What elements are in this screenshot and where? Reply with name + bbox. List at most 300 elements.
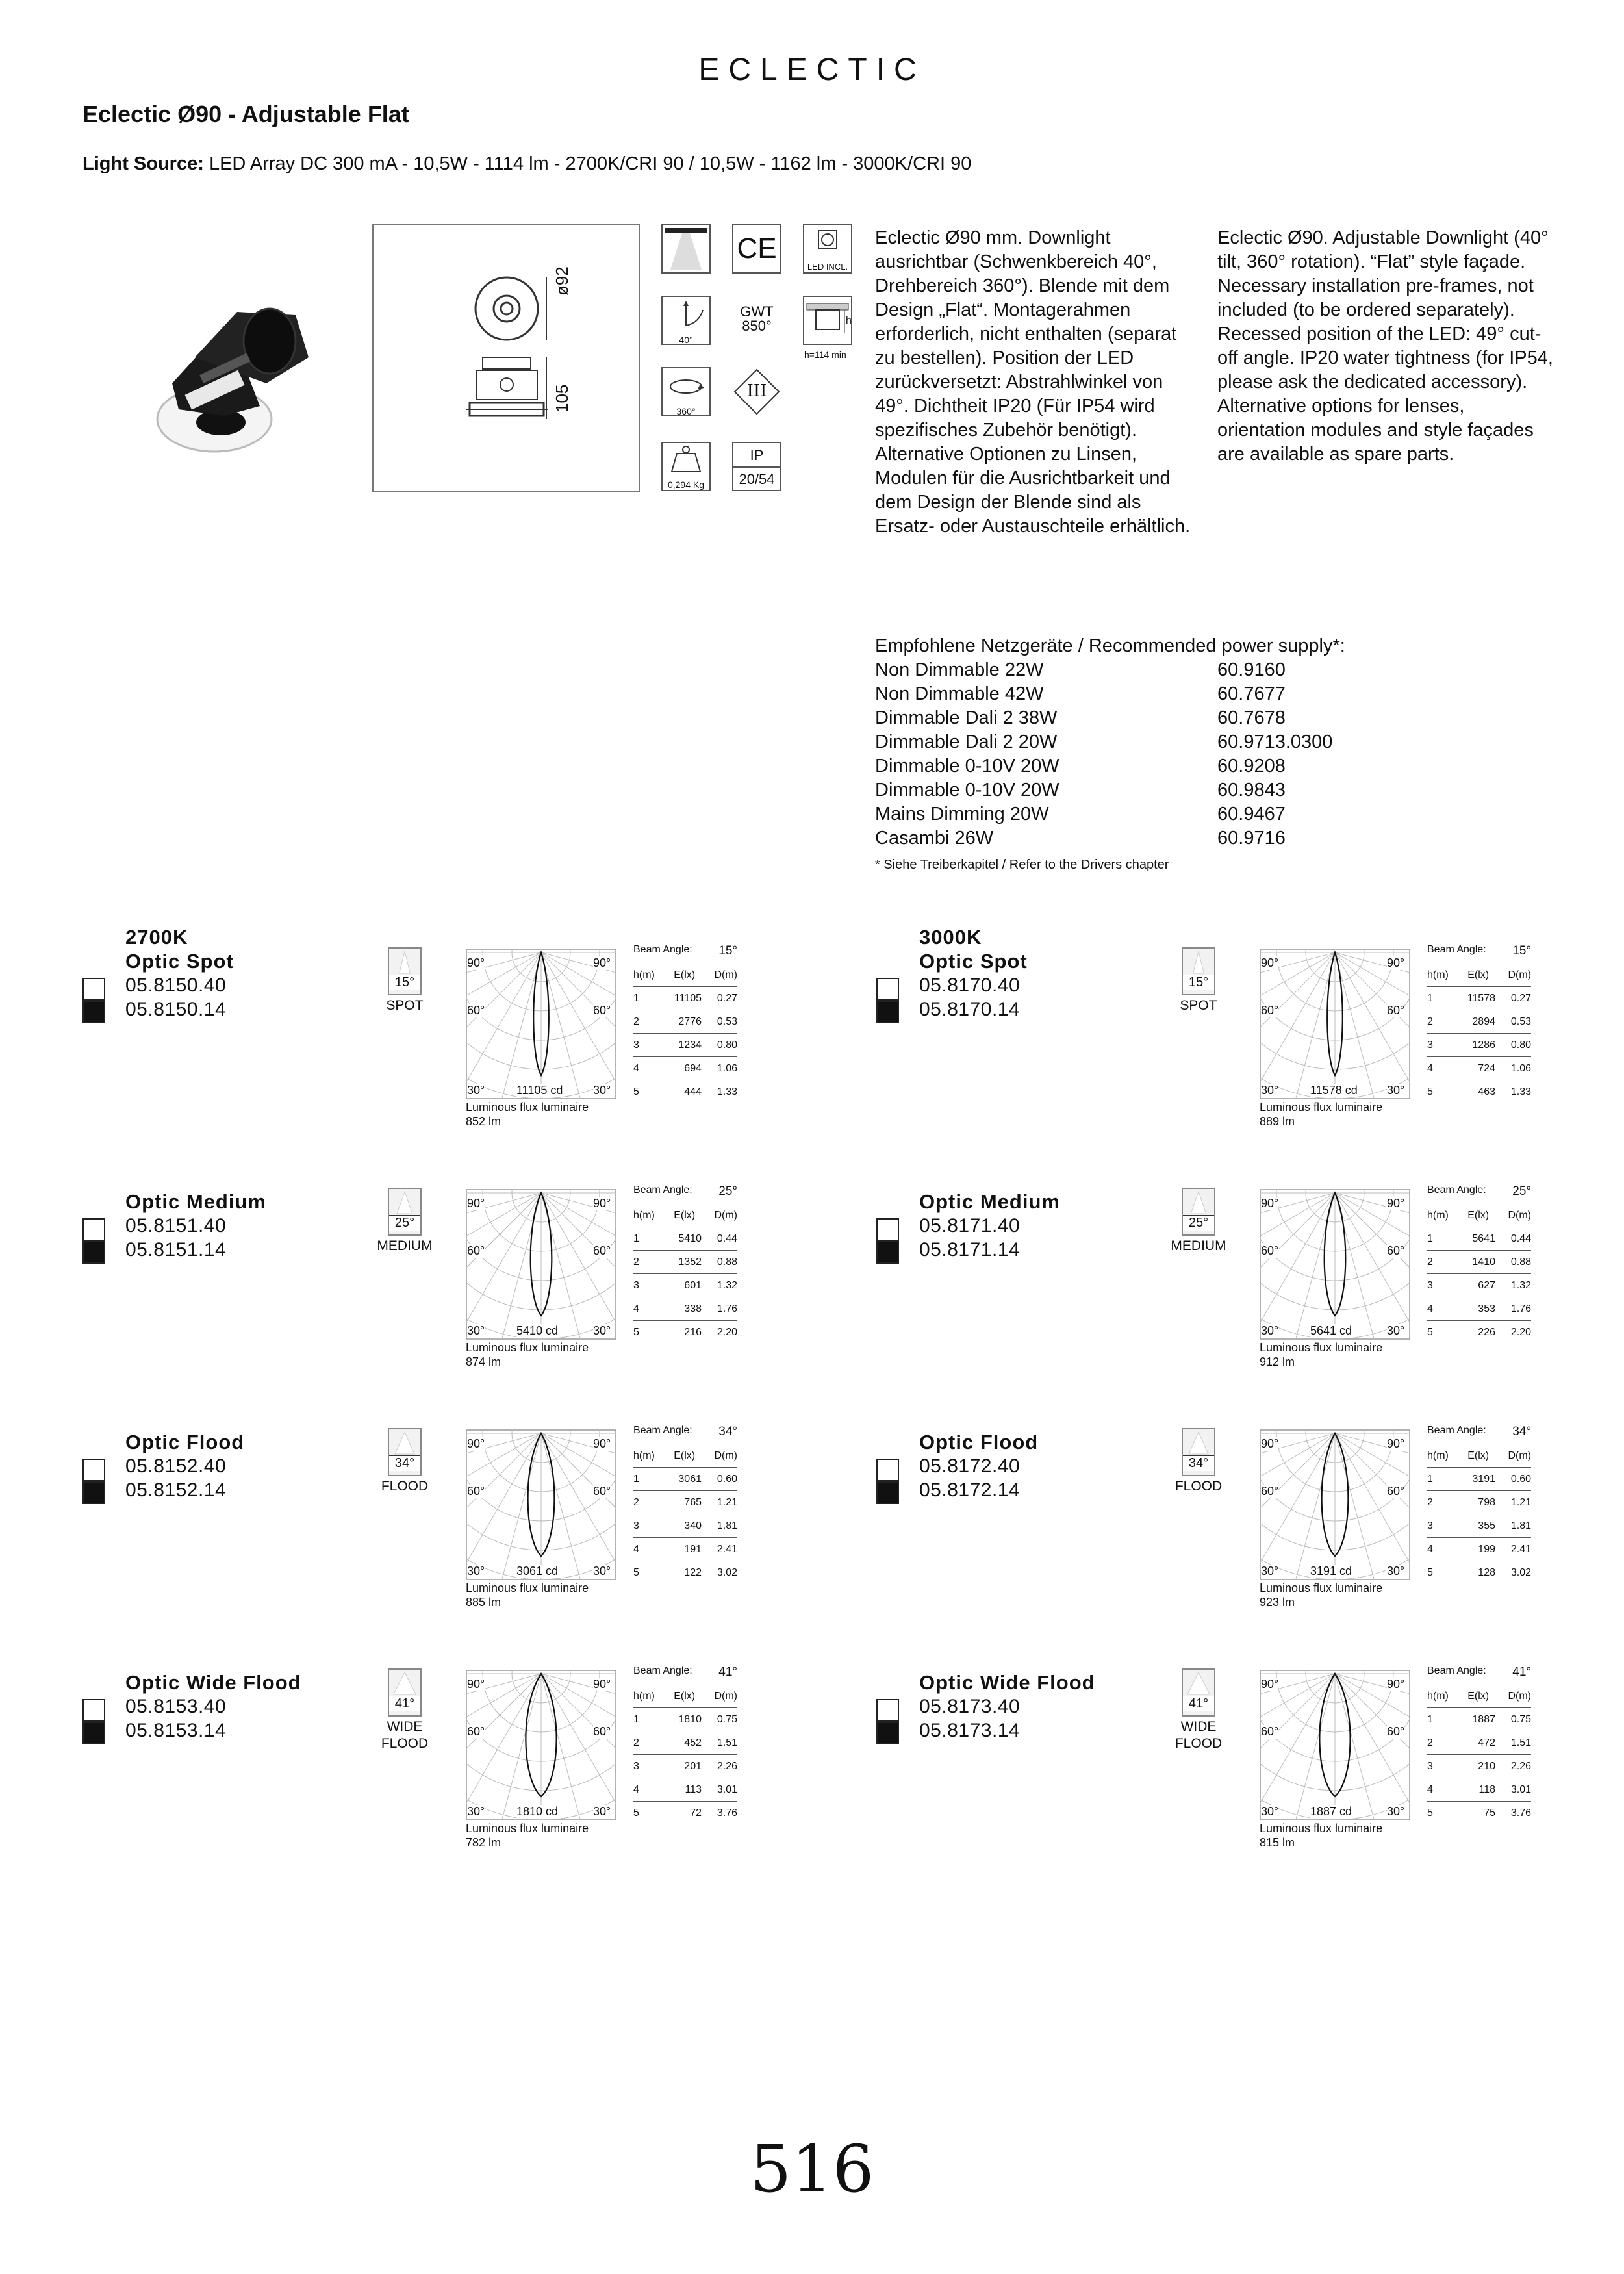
table-header-row bbox=[1427, 1204, 1531, 1227]
col-e-header: E(lx) bbox=[674, 1690, 696, 1702]
polar-label-30-right: 30° bbox=[593, 1565, 611, 1578]
table-header-row bbox=[1427, 964, 1531, 987]
cell-e: 601 bbox=[684, 1279, 702, 1291]
product-code-black: 05.8173.14 bbox=[919, 1720, 1021, 1741]
power-supply-name: Non Dimmable 22W bbox=[875, 659, 1044, 680]
beam-angle-label: Beam Angle: bbox=[1427, 944, 1486, 955]
col-e-header: E(lx) bbox=[1467, 969, 1490, 980]
power-supply-name: Dimmable 0-10V 20W bbox=[875, 756, 1059, 776]
col-e-header: E(lx) bbox=[1467, 1450, 1490, 1461]
power-supply-name: Casambi 26W bbox=[875, 828, 994, 849]
cell-h: 3 bbox=[1427, 1760, 1433, 1772]
col-d-header: D(m) bbox=[1508, 1690, 1531, 1702]
beam-angle-row bbox=[1427, 1184, 1531, 1204]
polar-label-60-left: 60° bbox=[467, 1004, 485, 1017]
beam-angle-icon bbox=[1182, 1188, 1215, 1236]
cell-h: 4 bbox=[633, 1783, 639, 1795]
cell-d: 2.41 bbox=[1510, 1543, 1531, 1555]
finish-black-swatch bbox=[82, 1241, 105, 1264]
polar-label-30-left: 30° bbox=[1261, 1324, 1279, 1337]
beam-cone-shape bbox=[397, 1192, 412, 1214]
power-supply-code: 60.9160 bbox=[1217, 659, 1286, 680]
cell-e: 1286 bbox=[1472, 1039, 1495, 1051]
product-photo bbox=[146, 286, 328, 455]
polar-diagram bbox=[1260, 949, 1410, 1099]
illuminance-table bbox=[1427, 1665, 1531, 1824]
gwt-value: 850° bbox=[742, 318, 772, 334]
beam-cone-shape bbox=[395, 1432, 414, 1454]
cell-d: 2.20 bbox=[717, 1326, 737, 1338]
table-row bbox=[1427, 1708, 1531, 1731]
cell-d: 0.75 bbox=[717, 1713, 737, 1725]
beam-angle-label: Beam Angle: bbox=[1427, 1184, 1486, 1195]
power-supply-code: 60.9843 bbox=[1217, 780, 1286, 800]
cell-h: 4 bbox=[633, 1303, 639, 1314]
cell-d: 1.21 bbox=[1510, 1496, 1531, 1508]
polar-label-60-right: 60° bbox=[1387, 1004, 1405, 1017]
cell-h: 4 bbox=[1427, 1543, 1433, 1555]
cell-e: 191 bbox=[684, 1543, 702, 1555]
polar-label-90-left: 90° bbox=[467, 1678, 485, 1691]
finish-white-swatch bbox=[876, 1699, 899, 1722]
col-e-header: E(lx) bbox=[1467, 1690, 1490, 1702]
polar-label-30-left: 30° bbox=[1261, 1084, 1279, 1097]
beam-type-label: SPOT bbox=[1180, 998, 1217, 1013]
cell-h: 2 bbox=[633, 1496, 639, 1508]
polar-label-90-right: 90° bbox=[593, 1197, 611, 1210]
cell-d: 1.06 bbox=[717, 1062, 737, 1074]
dimension-diameter: ø92 bbox=[552, 266, 572, 296]
color-temperature-heading: 3000K bbox=[919, 926, 982, 949]
cell-e: 627 bbox=[1478, 1279, 1495, 1291]
cell-e: 353 bbox=[1478, 1303, 1495, 1314]
cell-e: 472 bbox=[1478, 1737, 1495, 1748]
table-header-row bbox=[1427, 1685, 1531, 1708]
polar-diagram bbox=[1260, 1670, 1410, 1820]
col-h-header: h(m) bbox=[1427, 1209, 1449, 1221]
luminous-flux-value: 885 lm bbox=[466, 1596, 501, 1609]
polar-label-90-right: 90° bbox=[1387, 1197, 1405, 1210]
cell-e: 355 bbox=[1478, 1520, 1495, 1531]
description-german: Eclectic Ø90 mm. Downlight ausrichtbar (Schwenkbereich 40°, Drehbereich 360°). Blende mit dem Design „Flat“. Montagerahmen erforderlich, nicht enthalten (separat zu bestellen). Position der LED zurückversetzt: Abstrahlwinkel von 49°. Dichtheit IP20 (Für IP54 wird spezifisches Zubehör benötigt). Alternative Optionen zu Linsen, Modulen für die Ausrichtbarkeit und dem Design der Blende sind als Ersatz- oder Austauschteile erhältlich. bbox=[875, 227, 1191, 537]
cell-e: 463 bbox=[1478, 1086, 1495, 1097]
class-three-label: III bbox=[746, 381, 767, 401]
beam-angle-value: 25° bbox=[1512, 1184, 1531, 1198]
polar-candela: 3191 cd bbox=[1310, 1565, 1352, 1578]
polar-candela: 3061 cd bbox=[516, 1565, 559, 1578]
product-code-white: 05.8152.40 bbox=[125, 1455, 227, 1477]
polar-label-90-left: 90° bbox=[467, 956, 485, 969]
optic-name: Optic Spot bbox=[125, 950, 234, 973]
table-row bbox=[633, 1731, 737, 1755]
polar-candela: 5641 cd bbox=[1310, 1324, 1352, 1337]
beam-cone-icon bbox=[1183, 1670, 1214, 1696]
cell-h: 5 bbox=[633, 1566, 639, 1578]
beam-angle-icon bbox=[388, 1188, 422, 1236]
led-included-icon bbox=[803, 224, 852, 274]
polar-label-90-left: 90° bbox=[467, 1197, 485, 1210]
product-code-white: 05.8170.40 bbox=[919, 975, 1021, 996]
finish-white-swatch bbox=[876, 1218, 899, 1241]
polar-diagram bbox=[466, 1429, 616, 1580]
table-row bbox=[1427, 1321, 1531, 1344]
beam-angle-icon bbox=[1182, 1668, 1215, 1717]
cell-d: 0.44 bbox=[717, 1233, 737, 1244]
table-row bbox=[1427, 1297, 1531, 1321]
cell-h: 2 bbox=[1427, 1016, 1433, 1027]
cell-e: 694 bbox=[684, 1062, 702, 1074]
cell-h: 5 bbox=[633, 1807, 639, 1819]
optic-name: Optic Wide Flood bbox=[919, 1671, 1095, 1694]
polar-label-60-right: 60° bbox=[593, 1725, 611, 1738]
illuminance-table bbox=[633, 944, 737, 1103]
gwt-label: GWT bbox=[740, 303, 774, 320]
luminous-flux-label: Luminous flux luminaire bbox=[466, 1581, 589, 1594]
cell-e: 122 bbox=[684, 1566, 702, 1578]
product-code-white: 05.8172.40 bbox=[919, 1455, 1021, 1477]
polar-label-90-right: 90° bbox=[593, 1678, 611, 1691]
col-h-header: h(m) bbox=[633, 1209, 655, 1221]
col-d-header: D(m) bbox=[714, 1209, 737, 1221]
optic-name: Optic Flood bbox=[919, 1431, 1039, 1453]
cell-h: 5 bbox=[1427, 1566, 1433, 1578]
optic-name: Optic Medium bbox=[919, 1190, 1060, 1213]
cell-d: 1.06 bbox=[1510, 1062, 1531, 1074]
polar-label-30-right: 30° bbox=[593, 1084, 611, 1097]
table-row bbox=[633, 1708, 737, 1731]
cell-d: 0.88 bbox=[717, 1256, 737, 1268]
luminous-flux-label: Luminous flux luminaire bbox=[1260, 1822, 1383, 1835]
ip-label: IP bbox=[733, 443, 780, 468]
ip-value: 20/54 bbox=[739, 471, 775, 487]
finish-black-swatch bbox=[876, 1481, 899, 1504]
power-supply-heading: Empfohlene Netzgeräte / Recommended power supply*: bbox=[875, 635, 1345, 656]
polar-label-30-left: 30° bbox=[467, 1084, 485, 1097]
luminous-flux-value: 912 lm bbox=[1260, 1355, 1295, 1368]
table-header-row bbox=[633, 1685, 737, 1708]
cell-h: 3 bbox=[633, 1039, 639, 1051]
cell-e: 340 bbox=[684, 1520, 702, 1531]
finish-white-swatch bbox=[82, 1699, 105, 1722]
cell-d: 0.88 bbox=[1510, 1256, 1531, 1268]
weight-icon bbox=[661, 442, 711, 491]
cell-d: 3.76 bbox=[1510, 1807, 1531, 1819]
cell-d: 2.26 bbox=[1510, 1760, 1531, 1772]
cell-d: 2.20 bbox=[1510, 1326, 1531, 1338]
table-row bbox=[1427, 1080, 1531, 1103]
beam-angle-label: Beam Angle: bbox=[633, 1184, 692, 1195]
product-code-black: 05.8150.14 bbox=[125, 999, 227, 1020]
cell-d: 3.02 bbox=[717, 1566, 737, 1578]
power-supply-name: Non Dimmable 42W bbox=[875, 683, 1044, 704]
beam-icon-angle: 15° bbox=[389, 975, 420, 990]
cell-d: 0.75 bbox=[1510, 1713, 1531, 1725]
table-header-row bbox=[1427, 1444, 1531, 1468]
beam-cone-shape bbox=[1193, 951, 1204, 973]
polar-label-60-right: 60° bbox=[1387, 1485, 1405, 1498]
beam-angle-icon bbox=[1182, 947, 1215, 995]
luminous-flux-value: 852 lm bbox=[466, 1115, 501, 1128]
ip-rating-icon bbox=[732, 442, 781, 491]
beam-angle-row bbox=[1427, 1665, 1531, 1685]
cell-d: 1.32 bbox=[1510, 1279, 1531, 1291]
beam-cone-icon bbox=[389, 1429, 420, 1455]
beam-type-label: WIDE FLOOD bbox=[381, 1719, 429, 1751]
cell-d: 1.81 bbox=[1510, 1520, 1531, 1531]
product-code-white: 05.8153.40 bbox=[125, 1696, 227, 1717]
cell-d: 1.32 bbox=[717, 1279, 737, 1291]
light-source-label: Light Source: bbox=[82, 153, 204, 174]
col-h-header: h(m) bbox=[1427, 1690, 1449, 1702]
luminous-flux-value: 874 lm bbox=[466, 1355, 501, 1368]
cell-h: 4 bbox=[633, 1543, 639, 1555]
polar-label-30-left: 30° bbox=[467, 1565, 485, 1578]
beam-cone-icon bbox=[1183, 1189, 1214, 1215]
ce-mark-icon: CE bbox=[732, 224, 781, 274]
polar-label-90-left: 90° bbox=[1261, 956, 1279, 969]
cell-d: 1.51 bbox=[1510, 1737, 1531, 1748]
weight-label: 0,294 Kg bbox=[667, 479, 705, 490]
beam-type-label: MEDIUM bbox=[1171, 1238, 1226, 1253]
cell-e: 444 bbox=[684, 1086, 702, 1097]
polar-label-60-right: 60° bbox=[1387, 1725, 1405, 1738]
illuminance-table bbox=[1427, 1425, 1531, 1584]
beam-icon-angle: 25° bbox=[1183, 1215, 1214, 1231]
cell-h: 5 bbox=[633, 1326, 639, 1338]
polar-label-60-left: 60° bbox=[1261, 1244, 1279, 1257]
page-number: 516 bbox=[750, 2131, 874, 2207]
table-row bbox=[1427, 1561, 1531, 1584]
table-row bbox=[633, 987, 737, 1010]
cell-h: 2 bbox=[633, 1737, 639, 1748]
tilt-angle-icon bbox=[661, 296, 711, 345]
cell-e: 1887 bbox=[1472, 1713, 1495, 1725]
polar-candela: 1887 cd bbox=[1310, 1805, 1352, 1818]
luminous-flux-label: Luminous flux luminaire bbox=[1260, 1581, 1383, 1594]
polar-label-60-right: 60° bbox=[593, 1244, 611, 1257]
cell-d: 3.01 bbox=[717, 1783, 737, 1795]
table-row bbox=[1427, 1468, 1531, 1491]
col-h-header: h(m) bbox=[1427, 969, 1449, 980]
table-row bbox=[633, 1514, 737, 1538]
polar-label-60-right: 60° bbox=[593, 1004, 611, 1017]
col-d-header: D(m) bbox=[714, 1690, 737, 1702]
table-row bbox=[1427, 1010, 1531, 1034]
table-row bbox=[1427, 1731, 1531, 1755]
table-row bbox=[633, 1755, 737, 1778]
beam-type-label: MEDIUM bbox=[377, 1238, 433, 1253]
beam-angle-value: 15° bbox=[718, 944, 737, 958]
beam-cone-shape bbox=[400, 951, 411, 973]
cell-d: 1.81 bbox=[717, 1520, 737, 1531]
installation-h-min: h=114 min bbox=[804, 350, 846, 360]
product-title: Eclectic Ø90 - Adjustable Flat bbox=[82, 101, 409, 127]
product-code-black: 05.8152.14 bbox=[125, 1479, 227, 1501]
product-code-white: 05.8151.40 bbox=[125, 1215, 227, 1236]
light-source-line bbox=[82, 153, 971, 175]
col-e-header: E(lx) bbox=[674, 969, 696, 980]
table-row bbox=[1427, 1755, 1531, 1778]
cell-e: 765 bbox=[684, 1496, 702, 1508]
finish-black-swatch bbox=[876, 1722, 899, 1744]
table-row bbox=[633, 1010, 737, 1034]
col-d-header: D(m) bbox=[1508, 969, 1531, 980]
beam-cone-shape bbox=[1187, 1672, 1210, 1694]
table-row bbox=[1427, 1778, 1531, 1802]
cell-h: 1 bbox=[633, 992, 639, 1004]
cell-h: 1 bbox=[1427, 1233, 1433, 1244]
cell-d: 1.33 bbox=[1510, 1086, 1531, 1097]
table-header-row bbox=[633, 1444, 737, 1468]
table-row bbox=[633, 1251, 737, 1274]
cell-e: 452 bbox=[684, 1737, 702, 1748]
product-code-black: 05.8172.14 bbox=[919, 1479, 1021, 1501]
cell-e: 3191 bbox=[1472, 1473, 1495, 1485]
beam-icon-angle: 41° bbox=[389, 1696, 420, 1711]
power-supply-name: Mains Dimming 20W bbox=[875, 804, 1049, 824]
cell-e: 72 bbox=[690, 1807, 702, 1819]
cell-h: 5 bbox=[1427, 1807, 1433, 1819]
table-row bbox=[1427, 1538, 1531, 1561]
illuminance-table bbox=[1427, 944, 1531, 1103]
col-e-header: E(lx) bbox=[674, 1450, 696, 1461]
finish-white-swatch bbox=[876, 1459, 899, 1481]
cell-d: 0.60 bbox=[1510, 1473, 1531, 1485]
beam-type-label: FLOOD bbox=[381, 1479, 429, 1494]
description-english: Eclectic Ø90. Adjustable Downlight (40° tilt, 360° rotation). “Flat” style façade. Necessary installation pre-frames, not included (to be ordered separately). Recessed position of the LED: 49° cut-off angle. IP20 water tightness (for IP54, please ask the dedicated accessory). Alternative options for lenses, orientation modules and style façades are available as spare parts. bbox=[1217, 227, 1553, 465]
cell-e: 1810 bbox=[678, 1713, 702, 1725]
led-included-label: LED INCL. bbox=[807, 262, 848, 272]
table-row bbox=[633, 1297, 737, 1321]
product-code-white: 05.8173.40 bbox=[919, 1696, 1021, 1717]
cell-e: 5410 bbox=[678, 1233, 702, 1244]
cell-e: 216 bbox=[684, 1326, 702, 1338]
beam-angle-icon bbox=[388, 1428, 422, 1476]
table-row bbox=[1427, 1034, 1531, 1057]
polar-label-30-right: 30° bbox=[1387, 1084, 1405, 1097]
cell-d: 1.33 bbox=[717, 1086, 737, 1097]
cell-h: 3 bbox=[1427, 1520, 1433, 1531]
power-supply-code: 60.9716 bbox=[1217, 828, 1286, 849]
product-code-black: 05.8151.14 bbox=[125, 1239, 227, 1260]
illuminance-table bbox=[633, 1665, 737, 1824]
luminous-flux-label: Luminous flux luminaire bbox=[1260, 1341, 1383, 1354]
luminous-flux-value: 923 lm bbox=[1260, 1596, 1295, 1609]
cell-d: 3.01 bbox=[1510, 1783, 1531, 1795]
cell-d: 0.27 bbox=[717, 992, 737, 1004]
beam-cone-shape bbox=[1189, 1432, 1208, 1454]
finish-black-swatch bbox=[82, 1001, 105, 1023]
power-supply-code: 60.9208 bbox=[1217, 756, 1286, 776]
cell-d: 2.41 bbox=[717, 1543, 737, 1555]
table-row bbox=[1427, 1057, 1531, 1080]
polar-diagram bbox=[466, 949, 616, 1099]
cell-e: 201 bbox=[684, 1760, 702, 1772]
polar-candela: 1810 cd bbox=[516, 1805, 559, 1818]
table-row bbox=[1427, 1802, 1531, 1824]
polar-label-30-right: 30° bbox=[1387, 1565, 1405, 1578]
table-row bbox=[1427, 1274, 1531, 1297]
beam-angle-row bbox=[633, 1425, 737, 1444]
col-d-header: D(m) bbox=[1508, 1450, 1531, 1461]
polar-label-90-left: 90° bbox=[1261, 1437, 1279, 1450]
beam-angle-row bbox=[633, 944, 737, 964]
luminous-flux-value: 782 lm bbox=[466, 1836, 501, 1849]
beam-angle-label: Beam Angle: bbox=[633, 1665, 692, 1676]
cell-h: 1 bbox=[633, 1233, 639, 1244]
finish-white-swatch bbox=[876, 978, 899, 1001]
cell-h: 2 bbox=[1427, 1256, 1433, 1268]
beam-angle-icon bbox=[1182, 1428, 1215, 1476]
polar-label-30-left: 30° bbox=[1261, 1805, 1279, 1818]
power-supply-footnote: * Siehe Treiberkapitel / Refer to the Drivers chapter bbox=[875, 858, 1169, 872]
table-row bbox=[633, 1057, 737, 1080]
col-d-header: D(m) bbox=[1508, 1209, 1531, 1221]
col-h-header: h(m) bbox=[633, 1450, 655, 1461]
beam-cone-icon bbox=[1183, 949, 1214, 975]
table-row bbox=[1427, 1227, 1531, 1251]
rotation-icon bbox=[661, 367, 711, 416]
polar-label-90-right: 90° bbox=[593, 1437, 611, 1450]
cell-d: 0.53 bbox=[717, 1016, 737, 1027]
power-supply-code: 60.7678 bbox=[1217, 708, 1286, 728]
beam-angle-value: 25° bbox=[718, 1184, 737, 1198]
cell-e: 798 bbox=[1478, 1496, 1495, 1508]
cell-e: 2776 bbox=[678, 1016, 702, 1027]
finish-black-swatch bbox=[876, 1241, 899, 1264]
cell-e: 210 bbox=[1478, 1760, 1495, 1772]
dimension-height: 105 bbox=[552, 384, 572, 413]
cell-h: 2 bbox=[1427, 1737, 1433, 1748]
finish-white-swatch bbox=[82, 978, 105, 1001]
cell-d: 0.60 bbox=[717, 1473, 737, 1485]
table-row bbox=[633, 1778, 737, 1802]
beam-angle-label: Beam Angle: bbox=[633, 1425, 692, 1436]
col-e-header: E(lx) bbox=[1467, 1209, 1490, 1221]
table-row bbox=[1427, 1251, 1531, 1274]
installation-h-label: h bbox=[846, 315, 852, 326]
beam-angle-label: Beam Angle: bbox=[633, 944, 692, 955]
table-row bbox=[633, 1802, 737, 1824]
beam-type-label: SPOT bbox=[386, 998, 424, 1013]
beam-icon-angle: 34° bbox=[1183, 1455, 1214, 1471]
finish-black-swatch bbox=[876, 1001, 899, 1023]
finish-white-swatch bbox=[82, 1218, 105, 1241]
cell-e: 199 bbox=[1478, 1543, 1495, 1555]
polar-label-90-left: 90° bbox=[467, 1437, 485, 1450]
beam-type-label: WIDE FLOOD bbox=[1174, 1719, 1223, 1751]
table-row bbox=[633, 1080, 737, 1103]
power-supply-code: 60.9467 bbox=[1217, 804, 1286, 824]
polar-candela: 11105 cd bbox=[516, 1084, 563, 1097]
light-source-text: LED Array DC 300 mA - 10,5W - 1114 lm - 2700K/CRI 90 / 10,5W - 1162 lm - 3000K/CRI 90 bbox=[203, 153, 972, 174]
table-row bbox=[633, 1034, 737, 1057]
cell-d: 3.02 bbox=[1510, 1566, 1531, 1578]
cell-d: 2.26 bbox=[717, 1760, 737, 1772]
col-h-header: h(m) bbox=[633, 1690, 655, 1702]
beam-angle-row bbox=[633, 1184, 737, 1204]
cell-d: 0.44 bbox=[1510, 1233, 1531, 1244]
table-row bbox=[633, 1227, 737, 1251]
cell-d: 0.53 bbox=[1510, 1016, 1531, 1027]
polar-label-90-right: 90° bbox=[1387, 1437, 1405, 1450]
illuminance-table bbox=[633, 1425, 737, 1584]
cell-d: 0.80 bbox=[717, 1039, 737, 1051]
glow-wire-test-icon bbox=[732, 296, 781, 345]
polar-label-30-left: 30° bbox=[467, 1324, 485, 1337]
cell-h: 4 bbox=[1427, 1062, 1433, 1074]
finish-white-swatch bbox=[82, 1459, 105, 1481]
